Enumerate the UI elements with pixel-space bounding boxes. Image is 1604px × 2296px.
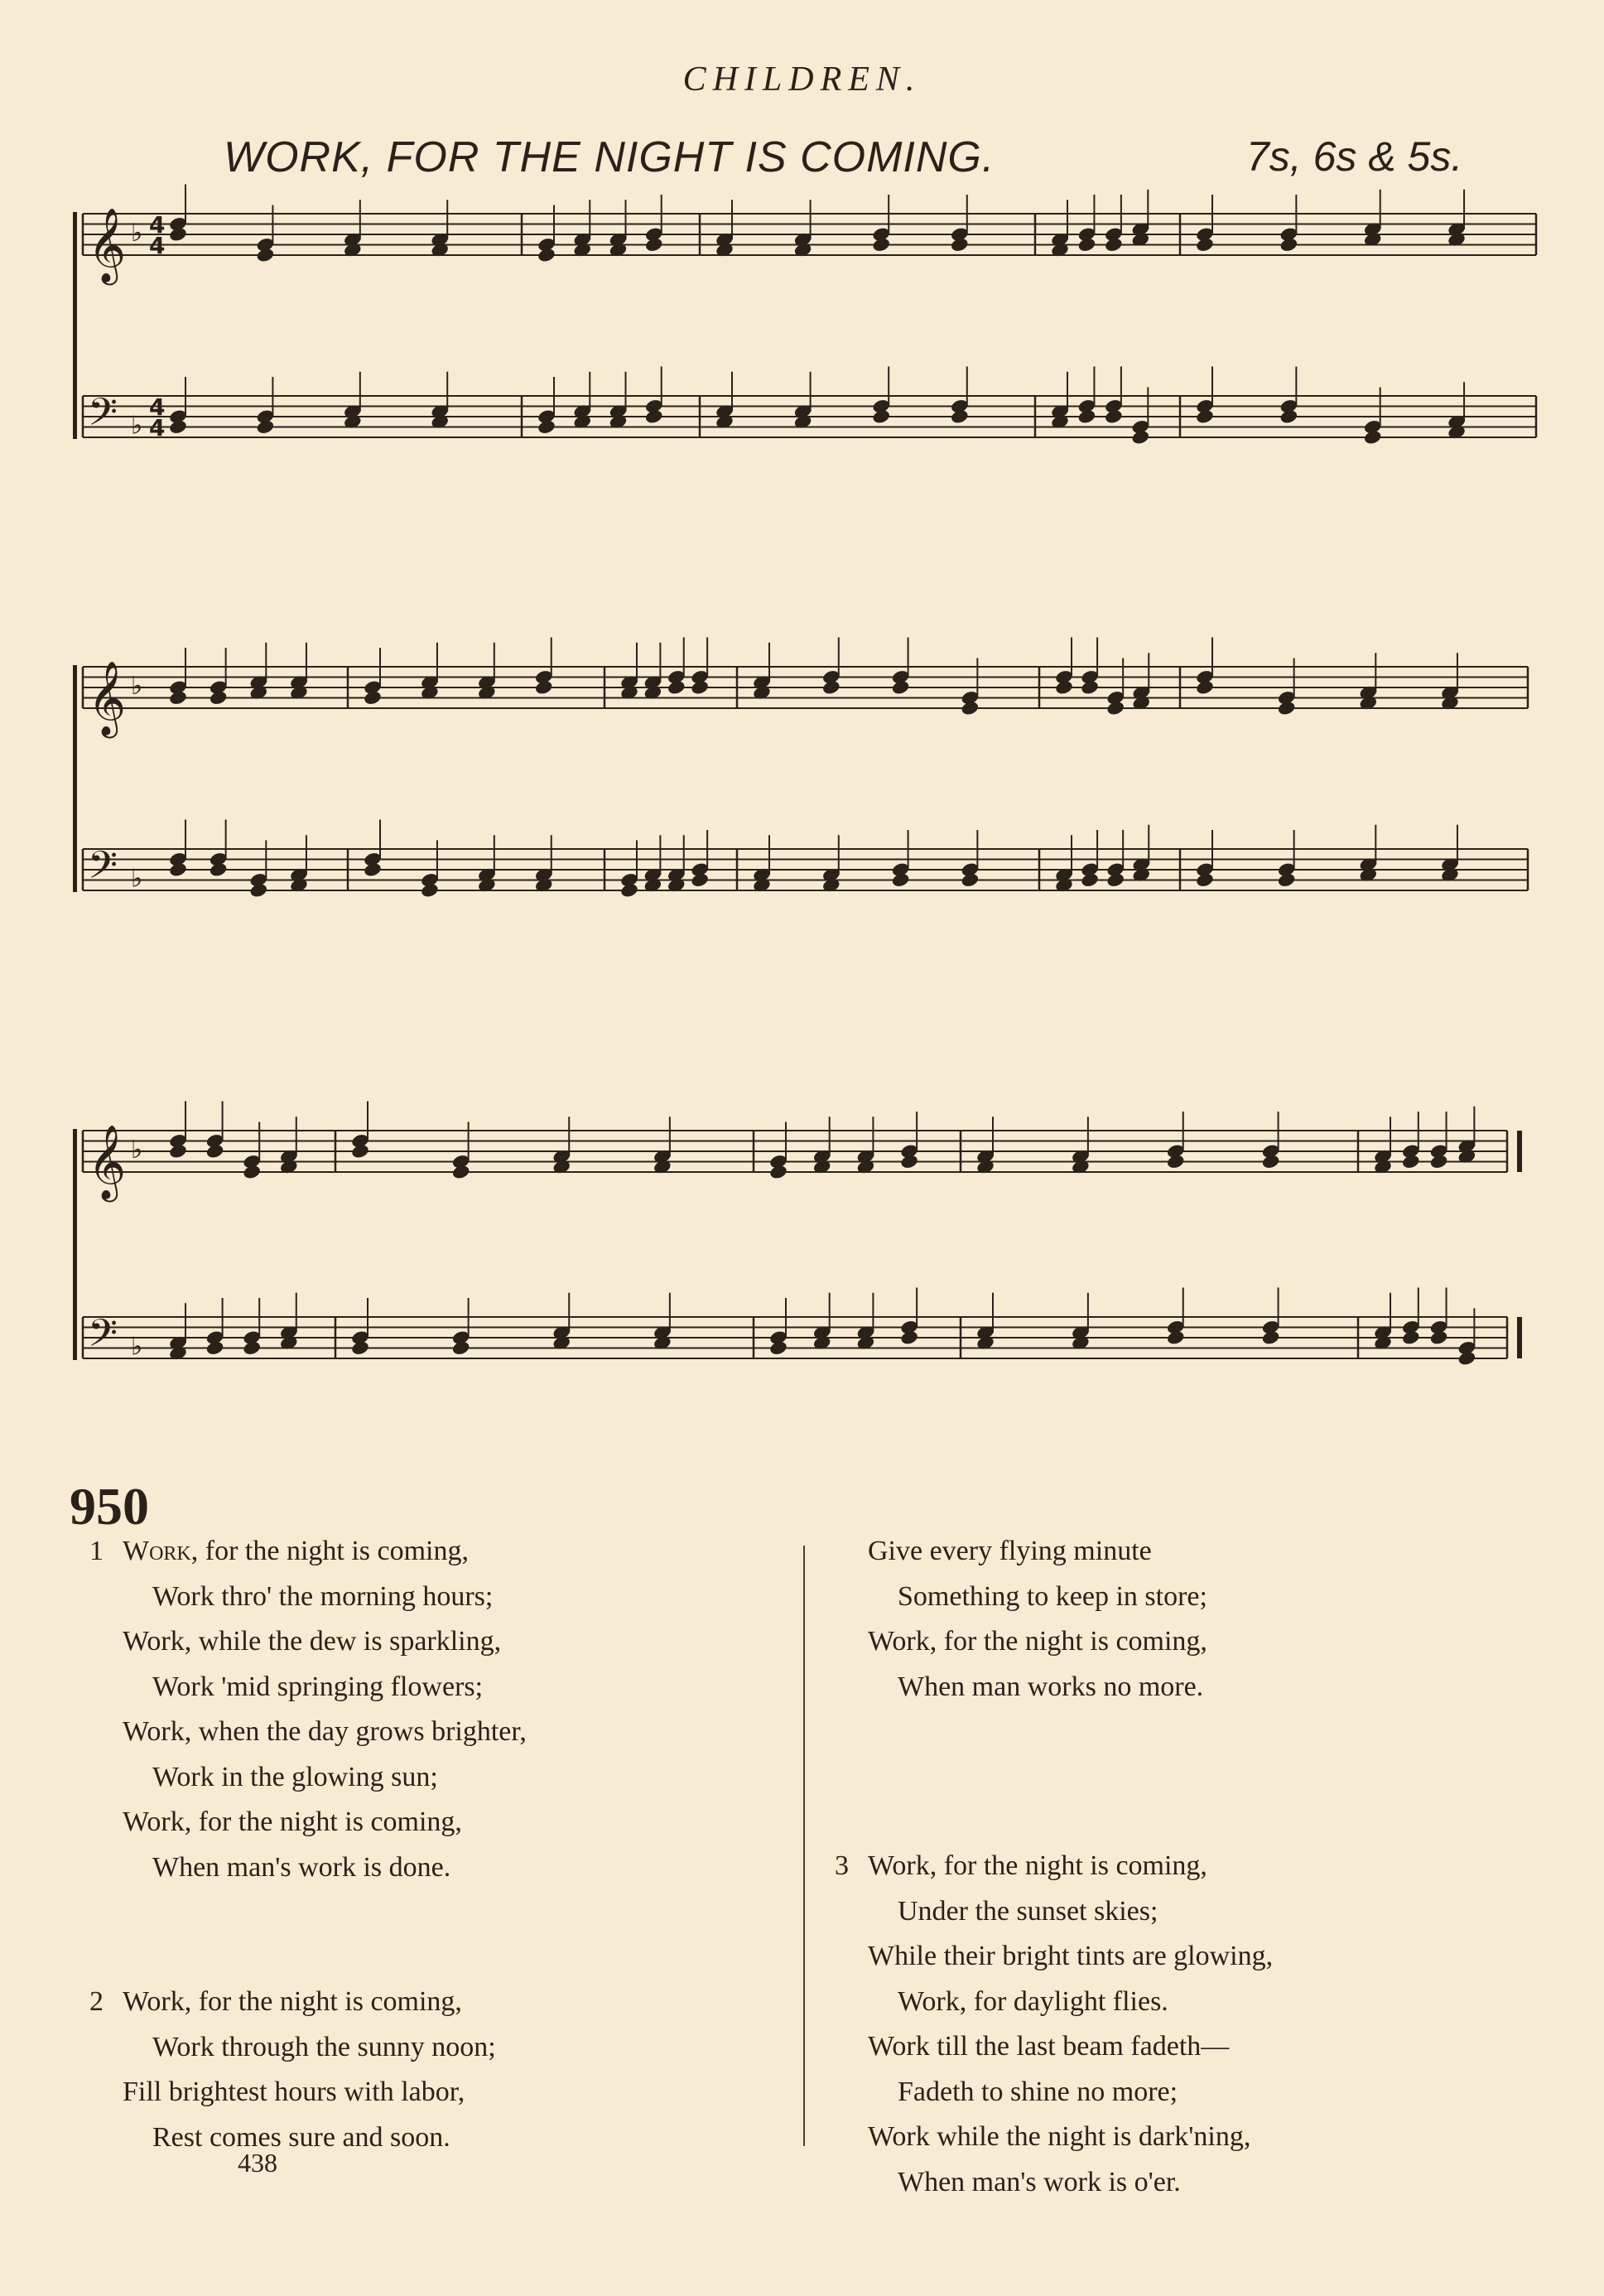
flat-icon: ♭ bbox=[131, 411, 143, 441]
flat-icon: ♭ bbox=[131, 1332, 143, 1362]
treble-clef-icon: 𝄞 bbox=[88, 1125, 127, 1199]
note-head bbox=[1077, 237, 1097, 253]
note-head bbox=[168, 861, 188, 878]
note-head bbox=[1166, 1154, 1186, 1170]
note-head bbox=[350, 1340, 370, 1357]
note-head bbox=[961, 872, 980, 889]
note-head bbox=[209, 690, 229, 707]
note-head bbox=[537, 419, 556, 436]
note-head bbox=[420, 882, 440, 899]
verse-2-line-8: When man works no more. bbox=[898, 1671, 1204, 1702]
note-head bbox=[768, 1164, 788, 1180]
note-head bbox=[1261, 1329, 1281, 1346]
note-head bbox=[644, 237, 664, 253]
note-head bbox=[1401, 1154, 1421, 1170]
note-head bbox=[1195, 408, 1215, 425]
verse-line-text: Work, for the night is coming, bbox=[868, 1850, 1207, 1881]
note-head bbox=[168, 690, 188, 707]
note-head bbox=[899, 1329, 919, 1346]
note-head bbox=[619, 882, 639, 899]
verse-2-line-5: Give every flying minute bbox=[868, 1536, 1152, 1566]
time-signature-digit: 4 bbox=[149, 232, 166, 259]
flat-icon: ♭ bbox=[131, 1136, 143, 1165]
note-head bbox=[1080, 872, 1100, 889]
note-head bbox=[768, 1340, 788, 1357]
note-head bbox=[242, 1164, 262, 1180]
bass-clef-icon: 𝄢 bbox=[88, 390, 118, 444]
section-header: CHILDREN. bbox=[682, 60, 922, 99]
note-head bbox=[205, 1340, 225, 1357]
note-head bbox=[1261, 1154, 1281, 1170]
verse-3-line-6: Fadeth to shine no more; bbox=[898, 2076, 1178, 2107]
hymn-meter: 7s, 6s & 5s. bbox=[1246, 133, 1463, 180]
note-head bbox=[891, 872, 911, 889]
note-head bbox=[1105, 700, 1125, 716]
note-head bbox=[1429, 1329, 1449, 1346]
note-head bbox=[1166, 1329, 1186, 1346]
note-head bbox=[350, 1143, 370, 1160]
note-head bbox=[1457, 1350, 1477, 1367]
verse-initial-word: Work bbox=[123, 1536, 191, 1566]
note-head bbox=[1195, 237, 1215, 253]
note-head bbox=[451, 1164, 471, 1180]
note-head bbox=[1279, 408, 1299, 425]
note-head bbox=[644, 408, 664, 425]
note-head bbox=[1105, 872, 1125, 889]
note-head bbox=[256, 419, 276, 436]
system-brace bbox=[73, 665, 77, 892]
final-bar-line bbox=[1517, 1131, 1522, 1172]
note-head bbox=[209, 861, 229, 878]
note-head bbox=[363, 690, 383, 707]
note-head bbox=[168, 226, 188, 243]
verse-3-line-5: Work till the last beam fadeth— bbox=[868, 2031, 1230, 2062]
note-head bbox=[1104, 237, 1124, 253]
final-bar-line bbox=[1517, 1317, 1522, 1358]
note-head bbox=[1429, 1154, 1449, 1170]
note-head bbox=[821, 679, 841, 696]
verse-2-line-3: Fill brightest hours with labor, bbox=[123, 2077, 465, 2107]
note-head bbox=[950, 237, 970, 253]
note-head bbox=[1279, 237, 1299, 253]
verse-number: 1 bbox=[89, 1536, 104, 1566]
verse-3-line-2: Under the sunset skies; bbox=[898, 1895, 1158, 1927]
note-head bbox=[1054, 679, 1074, 696]
note-head bbox=[242, 1340, 262, 1357]
note-head bbox=[1363, 429, 1383, 446]
verse-1-line-2: Work thro' the morning hours; bbox=[152, 1580, 494, 1612]
verse-2-line-7: Work, for the night is coming, bbox=[868, 1626, 1207, 1657]
note-head bbox=[1080, 679, 1100, 696]
note-head bbox=[168, 419, 188, 436]
verse-1-line-3: Work, while the dew is sparkling, bbox=[123, 1626, 502, 1657]
column-divider bbox=[803, 1546, 805, 2146]
hymn-number: 950 bbox=[70, 1477, 149, 1536]
verse-2-line-2: Work through the sunny noon; bbox=[152, 2031, 496, 2062]
note-head bbox=[205, 1143, 225, 1160]
bass-clef-icon: 𝄢 bbox=[88, 843, 118, 897]
bass-clef-icon: 𝄢 bbox=[88, 1311, 118, 1365]
page-number: 438 bbox=[238, 2148, 277, 2178]
note-head bbox=[891, 679, 911, 696]
note-head bbox=[1077, 408, 1097, 425]
note-head bbox=[534, 679, 554, 696]
verse-line-text: , for the night is coming, bbox=[190, 1536, 470, 1566]
note-head bbox=[168, 1143, 188, 1160]
verse-3-line-1 bbox=[835, 1844, 1547, 1889]
note-head bbox=[1277, 700, 1297, 716]
hymn-title: WORK, FOR THE NIGHT IS COMING. bbox=[224, 133, 995, 181]
note-head bbox=[950, 408, 970, 425]
flat-icon: ♭ bbox=[131, 672, 143, 701]
verse-column-left bbox=[89, 1529, 802, 2160]
system-brace bbox=[73, 212, 77, 439]
verse-3-line-7: Work while the night is dark'ning, bbox=[868, 2121, 1251, 2152]
verse-3-line-8: When man's work is o'er. bbox=[898, 2166, 1181, 2197]
verse-number: 2 bbox=[89, 1986, 104, 2017]
note-head bbox=[871, 237, 891, 253]
note-head bbox=[1104, 408, 1124, 425]
treble-clef-icon: 𝄞 bbox=[88, 208, 127, 282]
note-head bbox=[1131, 429, 1151, 446]
note-head bbox=[249, 882, 269, 899]
note-head bbox=[961, 700, 980, 716]
verse-1-line-6: Work in the glowing sun; bbox=[152, 1761, 438, 1792]
verse-column-right bbox=[835, 1529, 1547, 2205]
note-head bbox=[899, 1154, 919, 1170]
flat-icon: ♭ bbox=[131, 219, 143, 248]
note-head bbox=[667, 679, 686, 696]
note-head bbox=[256, 247, 276, 263]
note-head bbox=[1277, 872, 1297, 889]
note-head bbox=[690, 872, 710, 889]
note-head bbox=[690, 679, 710, 696]
system-brace bbox=[73, 1129, 77, 1360]
note-head bbox=[537, 247, 556, 263]
note-head bbox=[871, 408, 891, 425]
verse-1-line-8: When man's work is done. bbox=[152, 1851, 451, 1883]
treble-clef-icon: 𝄞 bbox=[88, 661, 127, 736]
verse-3-line-3: While their bright tints are glowing, bbox=[868, 1941, 1274, 1971]
time-signature-digit: 4 bbox=[149, 211, 166, 239]
note-head bbox=[1401, 1329, 1421, 1346]
time-signature-digit: 4 bbox=[149, 393, 166, 421]
verse-3-line-4: Work, for daylight flies. bbox=[898, 1985, 1168, 2017]
note-head bbox=[1195, 679, 1215, 696]
verse-number: 3 bbox=[835, 1850, 849, 1881]
verse-2-line-1 bbox=[89, 1980, 802, 2025]
note-head bbox=[363, 861, 383, 878]
verse-1-line-5: Work, when the day grows brighter, bbox=[123, 1716, 527, 1747]
verse-line-text: Work, for the night is coming, bbox=[123, 1986, 462, 2017]
verse-1-line-1 bbox=[89, 1529, 802, 1575]
note-head bbox=[451, 1340, 471, 1357]
verse-2-line-6: Something to keep in store; bbox=[898, 1580, 1207, 1612]
flat-icon: ♭ bbox=[131, 864, 143, 894]
time-signature-digit: 4 bbox=[149, 414, 166, 441]
verse-1-line-4: Work 'mid springing flowers; bbox=[152, 1671, 484, 1702]
verse-1-line-7: Work, for the night is coming, bbox=[123, 1806, 462, 1837]
verse-2-line-4: Rest comes sure and soon. bbox=[152, 2121, 450, 2153]
note-head bbox=[1195, 872, 1215, 889]
